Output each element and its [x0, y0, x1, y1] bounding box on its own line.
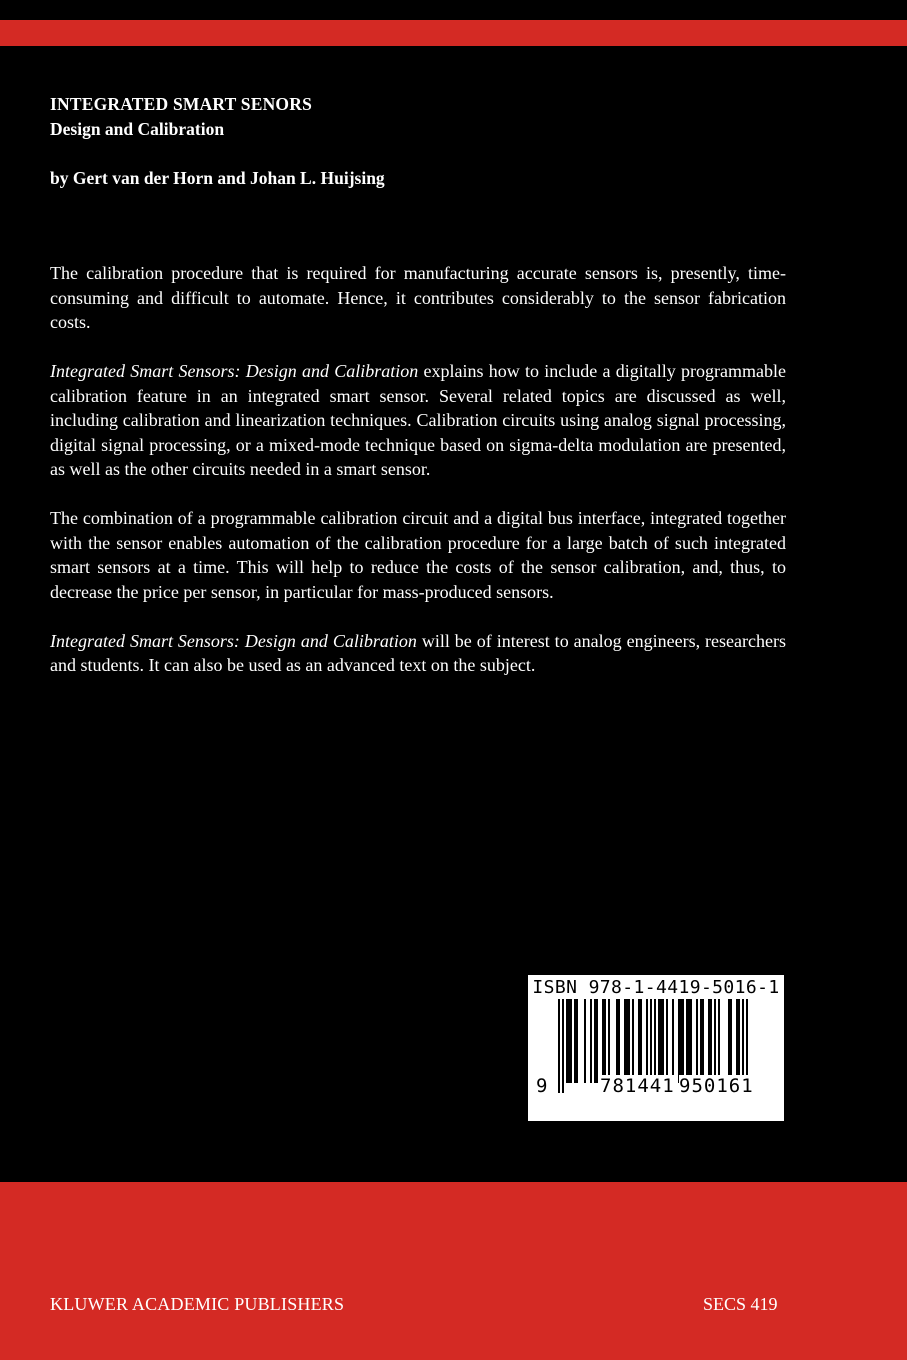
barcode-bar	[576, 999, 578, 1083]
ean-first-digit: 9	[536, 1075, 548, 1097]
barcode-bar	[584, 999, 586, 1083]
barcode-bar	[666, 999, 668, 1083]
barcode-bar	[714, 999, 716, 1083]
ean-right-digits: 950161	[679, 1075, 754, 1097]
book-title-italic: Integrated Smart Sensors: Design and Calibration	[50, 630, 417, 651]
title-block	[50, 92, 312, 142]
ean-left-digits: 781441	[600, 1075, 675, 1097]
barcode-bar	[678, 999, 680, 1083]
blurb-paragraph-1: The calibration procedure that is required for manufacturing accurate sensors is, presently, time-consuming and difficult to automate. Hence, it contributes considerably to the sensor fabrication costs.	[50, 263, 786, 332]
barcode-bar	[616, 999, 618, 1083]
series-code: SECS 419	[703, 1294, 778, 1314]
barcode-bar	[566, 999, 568, 1083]
barcode-bar	[604, 999, 606, 1083]
barcode-bar	[660, 999, 662, 1083]
barcode-bar	[682, 999, 684, 1083]
book-title: INTEGRATED SMART SENORS	[50, 94, 313, 114]
barcode-bar	[718, 999, 720, 1083]
barcode-bar	[680, 999, 682, 1083]
barcode-bar	[646, 999, 648, 1083]
barcode-bar	[626, 999, 628, 1083]
barcode-bar	[738, 999, 740, 1083]
barcode-bar	[624, 999, 626, 1083]
barcode-bar	[710, 999, 712, 1083]
barcode-bar	[690, 999, 692, 1083]
blurb-paragraph-3: The combination of a programmable calibration circuit and a digital bus interface, integrated together with the sensor enables automation of the calibration procedure for a large batch of such integrated smart sensors at a time. This will help to reduce the costs of the sensor calibration, and, thus, to decrease the price per sensor, in particular for mass-produced sensors.	[50, 508, 786, 602]
blurb-paragraph-4-text: will be of interest to analog engineers, researchers and students. It can also be used as an advanced text on the subject.	[50, 630, 786, 675]
barcode-bar	[574, 999, 576, 1083]
book-subtitle: Design and Calibration	[50, 119, 225, 139]
author-byline: by Gert van der Horn and Johan L. Huijsing	[50, 168, 385, 188]
top-red-band	[0, 20, 907, 46]
barcode-bar	[702, 999, 704, 1083]
barcode-bar	[700, 999, 702, 1083]
barcode-bar	[608, 999, 610, 1083]
barcode-bar	[640, 999, 642, 1083]
blurb-paragraph-2	[50, 359, 786, 482]
barcode-bar	[686, 999, 688, 1083]
isbn-label: ISBN 978-1-4419-5016-1	[532, 977, 780, 998]
barcode-bar	[728, 999, 730, 1083]
isbn-barcode	[528, 975, 784, 1121]
ean-digits	[528, 1075, 784, 1101]
barcode-bar	[730, 999, 732, 1083]
bottom-red-band	[0, 1182, 907, 1360]
barcode-bar	[662, 999, 664, 1083]
barcode-bar	[688, 999, 690, 1083]
barcode-bar	[628, 999, 630, 1083]
barcode-bar	[672, 999, 674, 1083]
back-cover-blurb	[50, 261, 786, 702]
blurb-paragraph-2-text: explains how to include a digitally programmable calibration feature in an integrated smart sensor. Several related topics are discussed as well, including calibration and linearization techniques. Calibration circuits using analog signal processing, digital signal processing, or a mixed-mode technique based on sigma-delta modulation are presented, as well as the other circuits needed in a smart sensor.	[50, 361, 786, 479]
barcode-bar	[594, 999, 596, 1083]
barcode-bar	[568, 999, 570, 1083]
blurb-paragraph-4	[50, 629, 786, 678]
barcode-bar	[618, 999, 620, 1083]
barcode-bar	[638, 999, 640, 1083]
barcode-bar	[596, 999, 598, 1083]
book-title-italic: Integrated Smart Sensors: Design and Calibration	[50, 361, 419, 381]
barcode-bar	[658, 999, 660, 1083]
barcode-bar	[570, 999, 572, 1083]
barcode-bar	[696, 999, 698, 1083]
barcode-bar	[708, 999, 710, 1083]
barcode-bar	[632, 999, 634, 1083]
barcode-bar	[590, 999, 592, 1083]
barcode-bar	[602, 999, 604, 1083]
publisher-name: KLUWER ACADEMIC PUBLISHERS	[50, 1294, 345, 1314]
barcode-bar	[736, 999, 738, 1083]
